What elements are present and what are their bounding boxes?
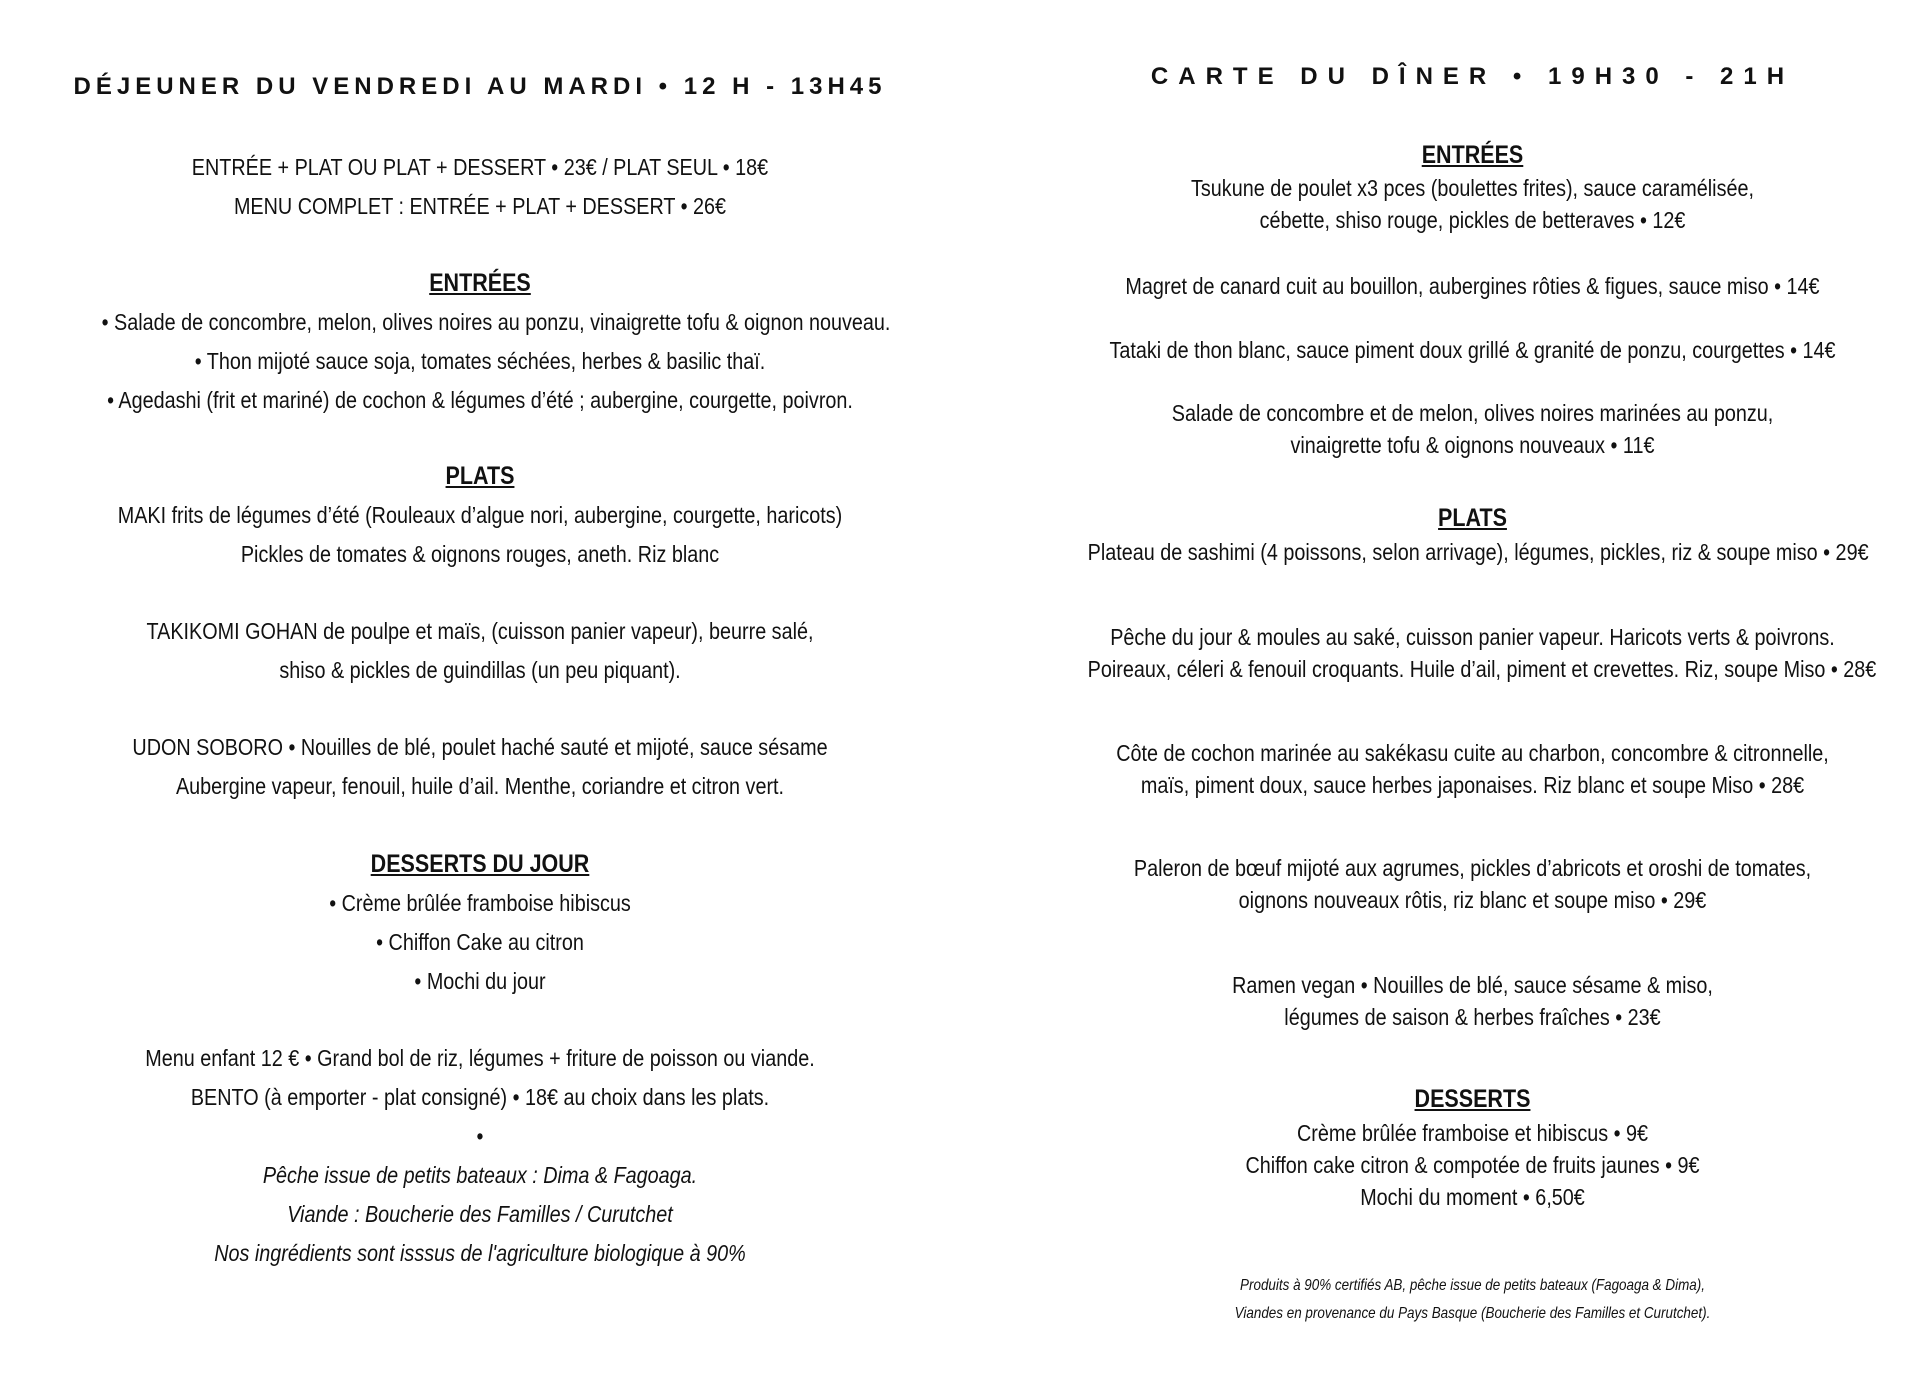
lunch-title: DÉJEUNER DU VENDREDI AU MARDI • 12 H - 13H45 — [73, 73, 887, 100]
lunch-desserts-heading: DESSERTS DU JOUR — [370, 850, 590, 878]
lunch-formulas — [40, 148, 920, 226]
dinner-entree-magret — [1025, 270, 1920, 302]
dinner-entree-line: Magret de canard cuit au bouillon, aubergines rôties & figues, sauce miso • 14€ — [1125, 273, 1820, 299]
dinner-dessert-item: Chiffon cake citron & compotée de fruits jaunes • 9€ — [1245, 1152, 1700, 1178]
lunch-plat-line: Pickles de tomates & oignons rouges, aneth. Riz blanc — [240, 541, 720, 567]
dinner-plat-line: Poireaux, céleri & fenouil croquants. Huile d’ail, piment et crevettes. Riz, soupe Miso • 28€ — [1087, 656, 1877, 682]
dinner-plat-line: Côte de cochon marinée au sakékasu cuite au charbon, concombre & citronnelle, — [1116, 740, 1829, 766]
dinner-entree-line: Tataki de thon blanc, sauce piment doux grillé & granité de ponzu, courgettes • 14€ — [1109, 337, 1836, 363]
dinner-plat-peche — [1025, 621, 1920, 685]
dinner-entree-line: cébette, shiso rouge, pickles de betteraves • 12€ — [1259, 207, 1686, 233]
dinner-plat-ramen — [1025, 969, 1920, 1033]
lunch-plat-line: TAKIKOMI GOHAN de poulpe et maïs, (cuisson panier vapeur), beurre salé, — [146, 618, 814, 644]
lunch-entree-item: • Agedashi (frit et mariné) de cochon & légumes d’été ; aubergine, courgette, poivron. — [107, 387, 853, 413]
lunch-entree-item: • Thon mijoté sauce soja, tomates séchées, herbes & basilic thaï. — [194, 348, 766, 374]
sourcing-note: Viande : Boucherie des Familles / Curutchet — [287, 1201, 673, 1227]
dinner-dessert-item: Mochi du moment • 6,50€ — [1360, 1184, 1585, 1210]
dinner-plat-line: oignons nouveaux rôtis, riz blanc et soupe miso • 29€ — [1238, 887, 1707, 913]
dinner-entree-line: Salade de concombre et de melon, olives noires marinées au ponzu, — [1171, 400, 1774, 426]
dinner-plat-line: Pêche du jour & moules au saké, cuisson panier vapeur. Haricots verts & poivrons. — [1110, 624, 1835, 650]
dinner-plats-heading: PLATS — [1438, 504, 1507, 532]
dinner-desserts — [1025, 1081, 1920, 1213]
dinner-plat-line: Ramen vegan • Nouilles de blé, sauce sésame & miso, — [1232, 972, 1713, 998]
separator-bullet: • — [476, 1123, 484, 1149]
dinner-plat-line: Paleron de bœuf mijoté aux agrumes, pickles d’abricots et oroshi de tomates, — [1133, 855, 1812, 881]
footnote-line: Produits à 90% certifiés AB, pêche issue de petits bateaux (Fagoaga & Dima), — [1240, 1277, 1705, 1294]
lunch-dessert-item: • Chiffon Cake au citron — [376, 929, 584, 955]
formula-line: MENU COMPLET : ENTRÉE + PLAT + DESSERT • 26€ — [233, 193, 727, 219]
dinner-entrees-heading: ENTRÉES — [1421, 141, 1524, 169]
lunch-extra-line: BENTO (à emporter - plat consigné) • 18€ au choix dans les plats. — [190, 1084, 770, 1110]
dinner-entree-line: Tsukune de poulet x3 pces (boulettes frites), sauce caramélisée, — [1191, 175, 1754, 201]
dinner-dessert-item: Crème brûlée framboise et hibiscus • 9€ — [1296, 1120, 1649, 1146]
sourcing-note: Nos ingrédients sont isssus de l'agriculture biologique à 90% — [214, 1240, 746, 1266]
dinner-entree-salade — [1025, 397, 1920, 461]
lunch-dessert-item: • Mochi du jour — [414, 968, 546, 994]
dinner-footnote — [1025, 1272, 1920, 1328]
lunch-plat-takikomi — [40, 612, 920, 690]
lunch-plats — [40, 457, 920, 574]
lunch-plat-udon — [40, 728, 920, 806]
lunch-plat-line: Aubergine vapeur, fenouil, huile d’ail. Menthe, coriandre et citron vert. — [175, 773, 785, 799]
dinner-title: CARTE DU DÎNER • 19H30 - 21H — [1150, 63, 1795, 90]
dinner-entree-line: vinaigrette tofu & oignons nouveaux • 11€ — [1290, 432, 1655, 458]
lunch-plats-heading: PLATS — [445, 462, 515, 490]
lunch-desserts — [40, 845, 920, 1001]
dinner-plat-cochon — [1025, 737, 1920, 801]
lunch-dessert-item: • Crème brûlée framboise hibiscus — [329, 890, 631, 916]
lunch-entrees-heading: ENTRÉES — [429, 269, 531, 297]
lunch-extras — [40, 1039, 920, 1273]
dinner-plat-line: Plateau de sashimi (4 poissons, selon arrivage), légumes, pickles, riz & soupe miso • 29€ — [1087, 539, 1869, 565]
lunch-extra-line: Menu enfant 12 € • Grand bol de riz, légumes + friture de poisson ou viande. — [145, 1045, 815, 1071]
dinner-entree-tataki — [1025, 334, 1920, 366]
lunch-entree-item: • Salade de concombre, melon, olives noires au ponzu, vinaigrette tofu & oignon nouveau. — [101, 309, 891, 335]
lunch-plat-line: shiso & pickles de guindillas (un peu piquant). — [279, 657, 681, 683]
dinner-plats — [1025, 500, 1920, 568]
footnote-line: Viandes en provenance du Pays Basque (Boucherie des Familles et Curutchet). — [1234, 1305, 1711, 1322]
lunch-plat-line: UDON SOBORO • Nouilles de blé, poulet haché sauté et mijoté, sauce sésame — [132, 734, 828, 760]
lunch-plat-line: MAKI frits de légumes d’été (Rouleaux d’algue nori, aubergine, courgette, haricots) — [117, 502, 843, 528]
lunch-entrees — [40, 264, 920, 420]
dinner-entrees — [1025, 138, 1920, 236]
dinner-plat-paleron — [1025, 852, 1920, 916]
dinner-plat-line: légumes de saison & herbes fraîches • 23€ — [1284, 1004, 1661, 1030]
formula-line: ENTRÉE + PLAT OU PLAT + DESSERT • 23€ / PLAT SEUL • 18€ — [191, 154, 769, 180]
dinner-plat-line: maïs, piment doux, sauce herbes japonaises. Riz blanc et soupe Miso • 28€ — [1140, 772, 1805, 798]
sourcing-note: Pêche issue de petits bateaux : Dima & Fagoaga. — [262, 1162, 698, 1188]
dinner-desserts-heading: DESSERTS — [1414, 1085, 1531, 1113]
